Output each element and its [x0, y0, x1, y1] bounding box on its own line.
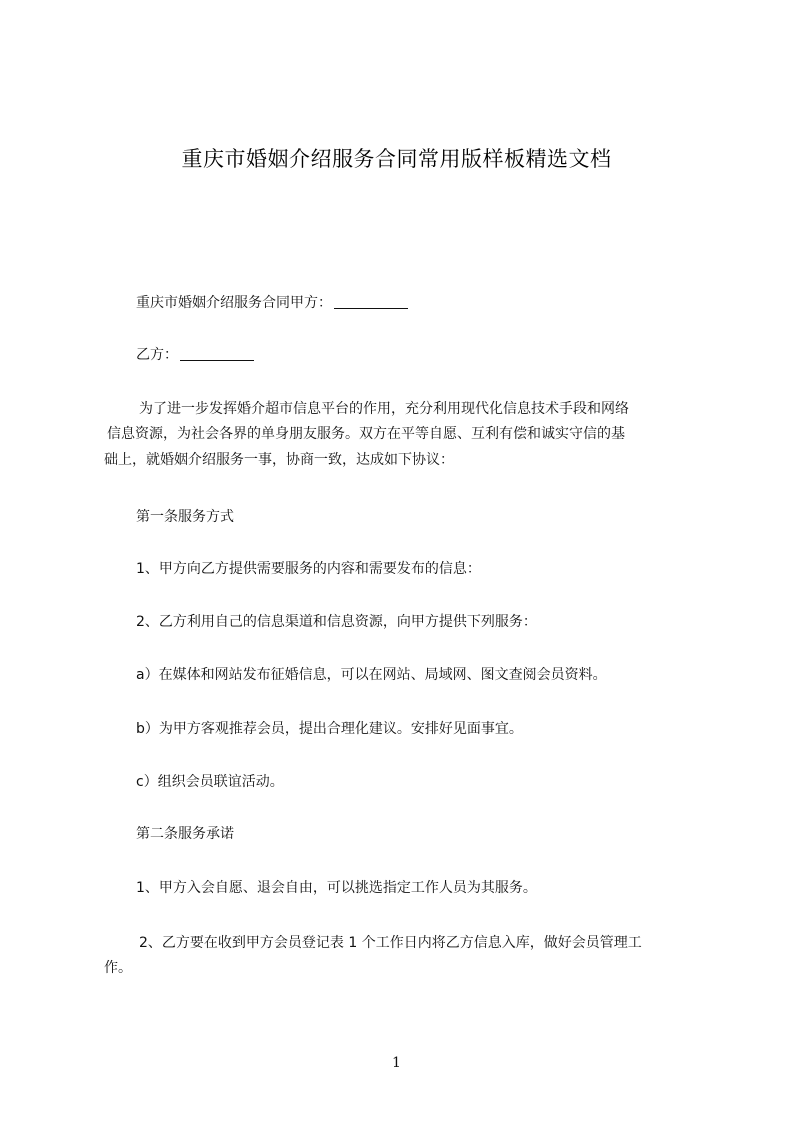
article-1-item-2: 2、乙方利用自己的信息渠道和信息资源，向甲方提供下列服务：	[136, 614, 537, 630]
party-b-blank	[180, 346, 254, 361]
article-1-item-c: c）组织会员联谊活动。	[136, 774, 284, 790]
article-2-item-1: 1、甲方入会自愿、退会自由，可以挑选指定工作人员为其服务。	[136, 880, 537, 896]
article-2-heading: 第二条服务承诺	[136, 826, 234, 842]
party-a-line	[136, 293, 408, 313]
article-1-item-b: b）为甲方客观推荐会员，提出合理化建议。安排好见面事宜。	[136, 721, 523, 737]
document-title: 重庆市婚姻介绍服务合同常用版样板精选文档	[181, 147, 612, 171]
party-b-label: 乙方：	[136, 347, 178, 363]
party-a-label: 重庆市婚姻介绍服务合同甲方：	[136, 295, 332, 311]
article-1-item-1: 1、甲方向乙方提供需要服务的内容和需要发布的信息：	[136, 561, 481, 577]
intro-line-2: 信息资源，为社会各界的单身朋友服务。双方在平等自愿、互利有偿和诚实守信的基	[107, 426, 625, 442]
party-b-line	[136, 345, 254, 365]
intro-line-3: 础上，就婚姻介绍服务一事，协商一致，达成如下协议：	[104, 452, 454, 468]
intro-line-1: 为了进一步发挥婚介超市信息平台的作用，充分利用现代化信息技术手段和网络	[139, 401, 629, 417]
article-2-item-2-line-1: 2、乙方要在收到甲方会员登记表 1 个工作日内将乙方信息入库，做好会员管理工	[139, 935, 642, 951]
article-1-heading: 第一条服务方式	[136, 509, 234, 525]
party-a-blank	[334, 294, 408, 309]
article-1-item-a: a）在媒体和网站发布征婚信息，可以在网站、局域网、图文查阅会员资料。	[136, 667, 607, 683]
page-number: 1	[392, 1055, 401, 1071]
article-2-item-2-line-2: 作。	[104, 960, 132, 976]
